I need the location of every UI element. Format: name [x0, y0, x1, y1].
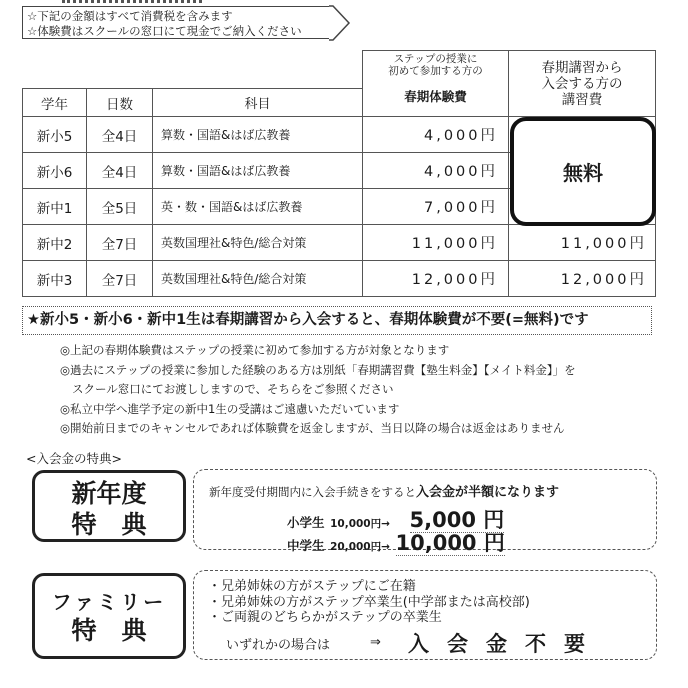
table-row: 新小6 全4日 算数・国語&はば広教養 4,000円 — [23, 153, 656, 189]
new-year-lead: 新年度受付期間内に入会手続きをすると入会金が半額になります — [209, 485, 560, 500]
header-tuition: 春期講習から 入会する方の 講習費 — [509, 51, 656, 117]
notice-arrow-shape — [329, 5, 351, 41]
header-days: 日数 — [87, 89, 153, 117]
table-row: 新中3 全7日 英数国理社&特色/総合対策 12,000円 12,000円 — [23, 261, 656, 297]
table-row: 新中2 全7日 英数国理社&特色/総合対策 11,000円 11,000円 — [23, 225, 656, 261]
note-item: ◎上記の春期体験費はステップの授業に初めて参加する方が対象となります — [60, 343, 450, 357]
note-item: ◎過去にステップの授業に参加した経験のある方は別紙「春期講習費【塾生料金】【メイト料金】」を — [60, 362, 576, 377]
condition-item: ・兄弟姉妹の方がステップにご在籍 — [208, 579, 416, 594]
benefits-section-title: <入会金の特典> — [26, 451, 122, 466]
header-subjects: 科目 — [153, 89, 363, 117]
new-year-benefit-details — [193, 469, 657, 555]
family-benefit-details — [193, 570, 657, 660]
free-trial-banner: ★新小5・新小6・新中1生は春期講習から入会すると、春期体験費が不要(=無料)です — [22, 306, 652, 335]
family-conditions — [208, 579, 530, 626]
family-tail: いずれかの場合は — [226, 638, 331, 653]
header-trial-fee: ステップの授業に 初めて参加する方の 春期体験費 — [363, 51, 509, 117]
free-tuition-badge: 無料 — [510, 117, 656, 226]
new-year-benefit-title: 新年度 特 典 — [32, 470, 186, 542]
notes-list — [60, 341, 576, 439]
tax-notice-box — [22, 6, 330, 39]
table-row: 新中1 全5日 英・数・国語&はば広教養 7,000円 — [23, 189, 656, 225]
table-row: 新小5 全4日 算数・国語&はば広教養 4,000円 — [23, 117, 656, 153]
header-grade: 学年 — [23, 89, 87, 117]
elementary-price: 小学生 10,000円→ 5,000 円 — [287, 508, 505, 532]
condition-item: ・兄弟姉妹の方がステップ卒業生(中学部または高校部) — [208, 594, 530, 610]
family-benefit-title: ファミリー 特 典 — [32, 573, 186, 659]
payment-notice-line: ☆体験費はスクールの窓口にて現金でご納入ください — [27, 24, 302, 38]
junior-high-price: 中学生 20,000円→ 10,000 円 — [287, 531, 505, 555]
note-item: ◎開始前日までのキャンセルであれば体験費を返金しますが、当日以降の場合は返金はありません — [60, 421, 565, 436]
tax-notice-line: ☆下記の金額はすべて消費税を含みます — [27, 9, 233, 23]
right-arrow-icon: ⇒ — [370, 635, 381, 650]
no-admission-fee: 入会金不要 — [408, 632, 603, 656]
condition-item: ・ご両親のどちらかがステップの卒業生 — [208, 610, 442, 625]
note-item: スクール窓口にてお渡ししますので、そちらをご参照ください — [72, 382, 394, 397]
note-item: ◎私立中学へ進学予定の新中1生の受講はご遠慮いただいています — [60, 401, 400, 416]
